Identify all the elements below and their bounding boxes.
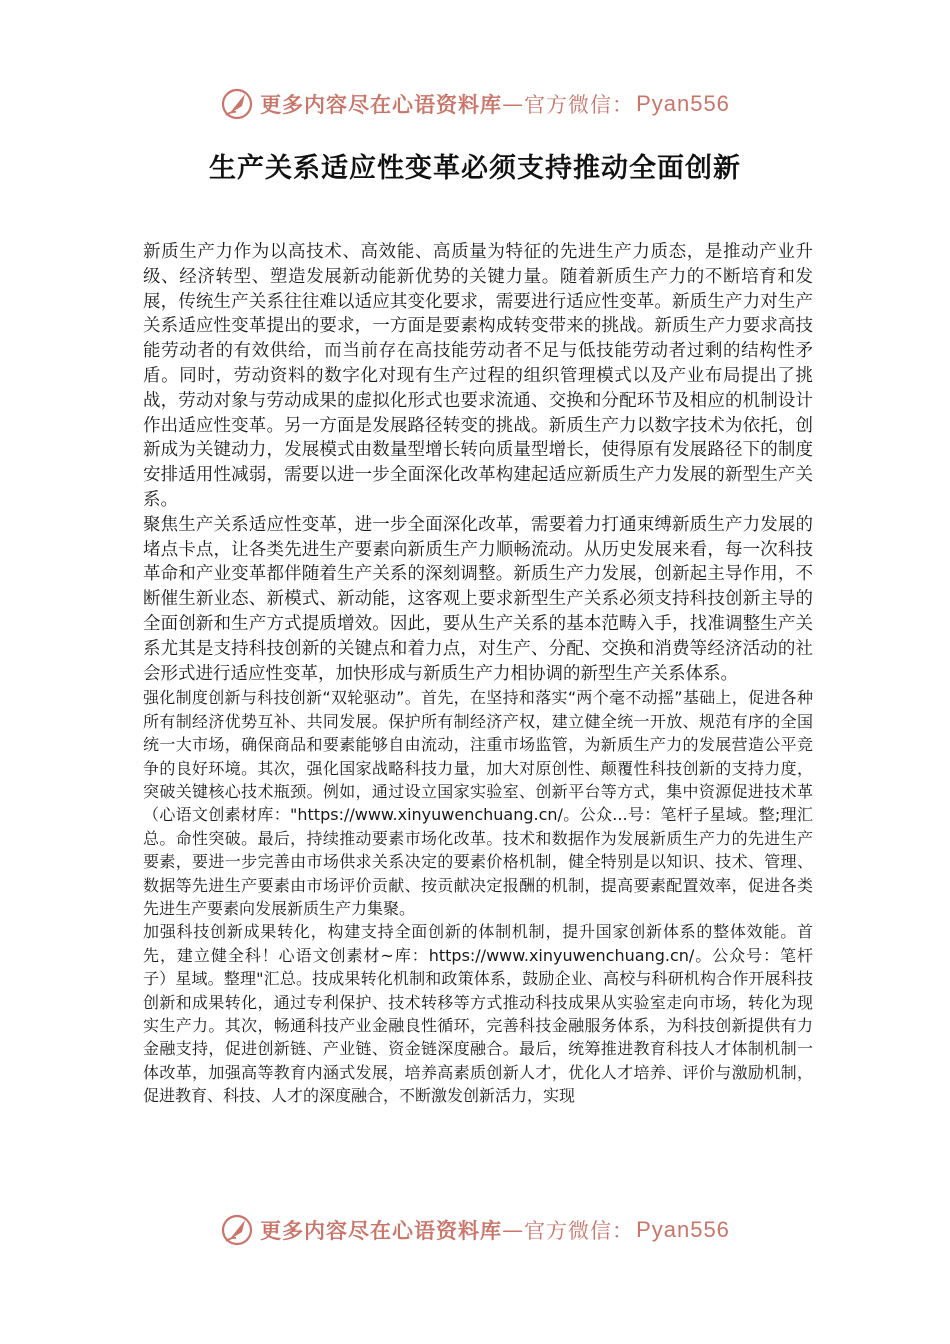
- banner-wechat-id: Pyan556: [636, 1217, 730, 1242]
- document-body: [143, 240, 813, 1108]
- banner-brand: 更多内容尽在心语资料库: [260, 1218, 503, 1243]
- paragraph-3: 强化制度创新与科技创新“双轮驱动”。首先，在坚持和落实“两个毫不动摇”基础上，促进各种所有制经济优势互补、共同发展。保护所有制经济产权，建立健全统一开放、规范有序的全国统一大市场，确保商品和要素能够自由流动，注重市场监管，为新质生产力的发展营造公平竞争的良好环境。其次，强化国家战略科技力量，加大对原创性、颠覆性科技创新的支持力度，突破关键核心技术瓶颈。例如，通过设立国家实验室、创新平台等方式，集中资源促进技术革（心语文创素材库："https://www.xinyuwenchuang.cn/。公众...号：笔杆子星域。整;理汇总。命性突破。最后，持续推动要素市场化改革。技术和数据作为发展新质生产力的先进生产要素，要进一步完善由市场供求关系决定的要素价格机制，健全特别是以知识、技术、管理、数据等先进生产要素由市场评价贡献、按贡献决定报酬的机制，提高要素配置效率，促进各类先进生产要素向发展新质生产力集聚。: [143, 688, 813, 918]
- quill-logo-icon: [220, 1213, 254, 1247]
- paragraph-2: 聚焦生产关系适应性变革，进一步全面深化改革，需要着力打通束缚新质生产力发展的堵点卡点，让各类先进生产要素向新质生产力顺畅流动。从历史发展来看，每一次科技革命和产业变革都伴随着生产关系的深刻调整。新质生产力发展，创新起主导作用，不断催生新业态、新模式、新动能，这客观上要求新型生产关系必须支持科技创新主导的全面创新和生产方式提质增效。因此，要从生产关系的基本范畴入手，找准调整生产关系尤其是支持科技创新的关键点和着力点，对生产、分配、交换和消费等经济活动的社会形式进行适应性变革，加快形成与新质生产力相协调的新型生产关系体系。: [143, 514, 813, 684]
- banner-separator: —: [502, 1218, 525, 1242]
- quill-logo-icon: [220, 87, 254, 121]
- banner-separator: —: [502, 92, 525, 116]
- banner-label: 官方微信：: [524, 93, 635, 117]
- document-title: 生产关系适应性变革必须支持推动全面创新: [209, 153, 741, 184]
- header-watermark-banner: [0, 82, 950, 126]
- paragraph-1: 新质生产力作为以高技术、高效能、高质量为特征的先进生产力质态，是推动产业升级、经济转型、塑造发展新动能新优势的关键力量。随着新质生产力的不断培育和发展，传统生产关系往往难以适应其变化要求，需要进行适应性变革。新质生产力对生产关系适应性变革提出的要求，一方面是要素构成转变带来的挑战。新质生产力要求高技能劳动者的有效供给，而当前存在高技能劳动者不足与低技能劳动者过剩的结构性矛盾。同时，劳动资料的数字化对现有生产过程的组织管理模式以及产业布局提出了挑战，劳动对象与劳动成果的虚拟化形式也要求流通、交换和分配环节及相应的机制设计作出适应性变革。另一方面是发展路径转变的挑战。新质生产力以数字技术为依托，创新成为关键动力，发展模式由数量型增长转向质量型增长，使得原有发展路径下的制度安排适用性减弱，需要以进一步全面深化改革构建起适应新质生产力发展的新型生产关系。: [143, 242, 813, 510]
- footer-watermark-banner: [0, 1208, 950, 1252]
- banner-brand: 更多内容尽在心语资料库: [260, 92, 503, 117]
- banner-label: 官方微信：: [524, 1219, 635, 1243]
- paragraph-4: 加强科技创新成果转化，构建支持全面创新的体制机制，提升国家创新体系的整体效能。首先，建立健全科！心语文创素材~库：https://www.xinyuwenchuang.cn/。公众号：笔杆子）星域。整理"汇总。技成果转化机制和政策体系，鼓励企业、高校与科研机构合作开展科技创新和成果转化，通过专利保护、技术转移等方式推动科技成果从实验室走向市场，转化为现实生产力。其次，畅通科技产业金融良性循环，完善科技金融服务体系，为科技创新提供有力金融支持，促进创新链、产业链、资金链深度融合。最后，统筹推进教育科技人才体制机制一体改革，加强高等教育内涵式发展，培养高素质创新人才，优化人才培养、评价与激励机制，促进教育、科技、人才的深度融合，不断激发创新活力，实现: [143, 922, 813, 1106]
- banner-wechat-id: Pyan556: [636, 91, 730, 116]
